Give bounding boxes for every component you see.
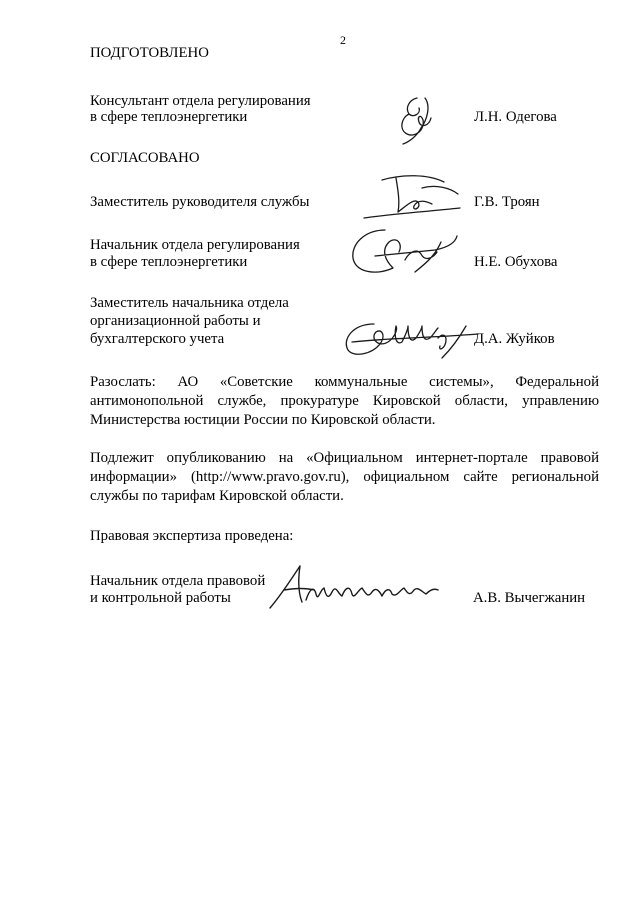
prepared-name: Л.Н. Одегова xyxy=(474,109,557,125)
publication-line3: службы по тарифам Кировской области. xyxy=(90,488,344,504)
legal-review-name: А.В. Вычегжанин xyxy=(473,590,586,606)
prepared-position-line1: Консультант отдела регулирования xyxy=(90,93,311,109)
signature-vychegzhanin xyxy=(262,560,442,616)
publication-block xyxy=(90,449,599,506)
signature-zhuykov xyxy=(338,312,488,362)
signer-3-position-line3: бухгалтерского учета xyxy=(90,331,225,347)
signature-obuhova xyxy=(345,222,460,282)
signer-2-position-line2: в сфере теплоэнергетики xyxy=(90,254,248,270)
distribution-line2: антимонопольной службе, прокуратуре Кировской области, управлению xyxy=(90,393,599,409)
legal-review-position-line1: Начальник отдела правовой xyxy=(90,573,266,589)
legal-review-position-line2: и контрольной работы xyxy=(90,590,231,606)
signer-3-name: Д.А. Жуйков xyxy=(474,331,555,347)
distribution-line1: Разослать: АО «Советские коммунальные системы», Федеральной xyxy=(90,374,599,390)
distribution-line3: Министерства юстиции России по Кировской области. xyxy=(90,412,436,428)
page-number: 2 xyxy=(340,33,346,47)
publication-line2: информации» (http://www.pravo.gov.ru), официальном сайте региональной xyxy=(90,469,599,485)
prepared-heading: ПОДГОТОВЛЕНО xyxy=(90,45,209,61)
signer-3-position-line2: организационной работы и xyxy=(90,313,261,329)
legal-review-note: Правовая экспертиза проведена: xyxy=(90,528,294,544)
signer-1-name: Г.В. Троян xyxy=(474,194,540,210)
distribution-block xyxy=(90,373,599,430)
prepared-position-line2: в сфере теплоэнергетики xyxy=(90,109,248,125)
signature-troyan xyxy=(362,168,472,224)
agreed-heading: СОГЛАСОВАНО xyxy=(90,150,200,166)
signer-2-name: Н.Е. Обухова xyxy=(474,254,558,270)
signer-1-position: Заместитель руководителя службы xyxy=(90,194,310,210)
publication-line1: Подлежит опубликованию на «Официальном интернет-портале правовой xyxy=(90,450,599,466)
signature-odegova xyxy=(395,92,445,148)
signer-2-position-line1: Начальник отдела регулирования xyxy=(90,237,300,253)
signer-3-position-line1: Заместитель начальника отдела xyxy=(90,295,289,311)
